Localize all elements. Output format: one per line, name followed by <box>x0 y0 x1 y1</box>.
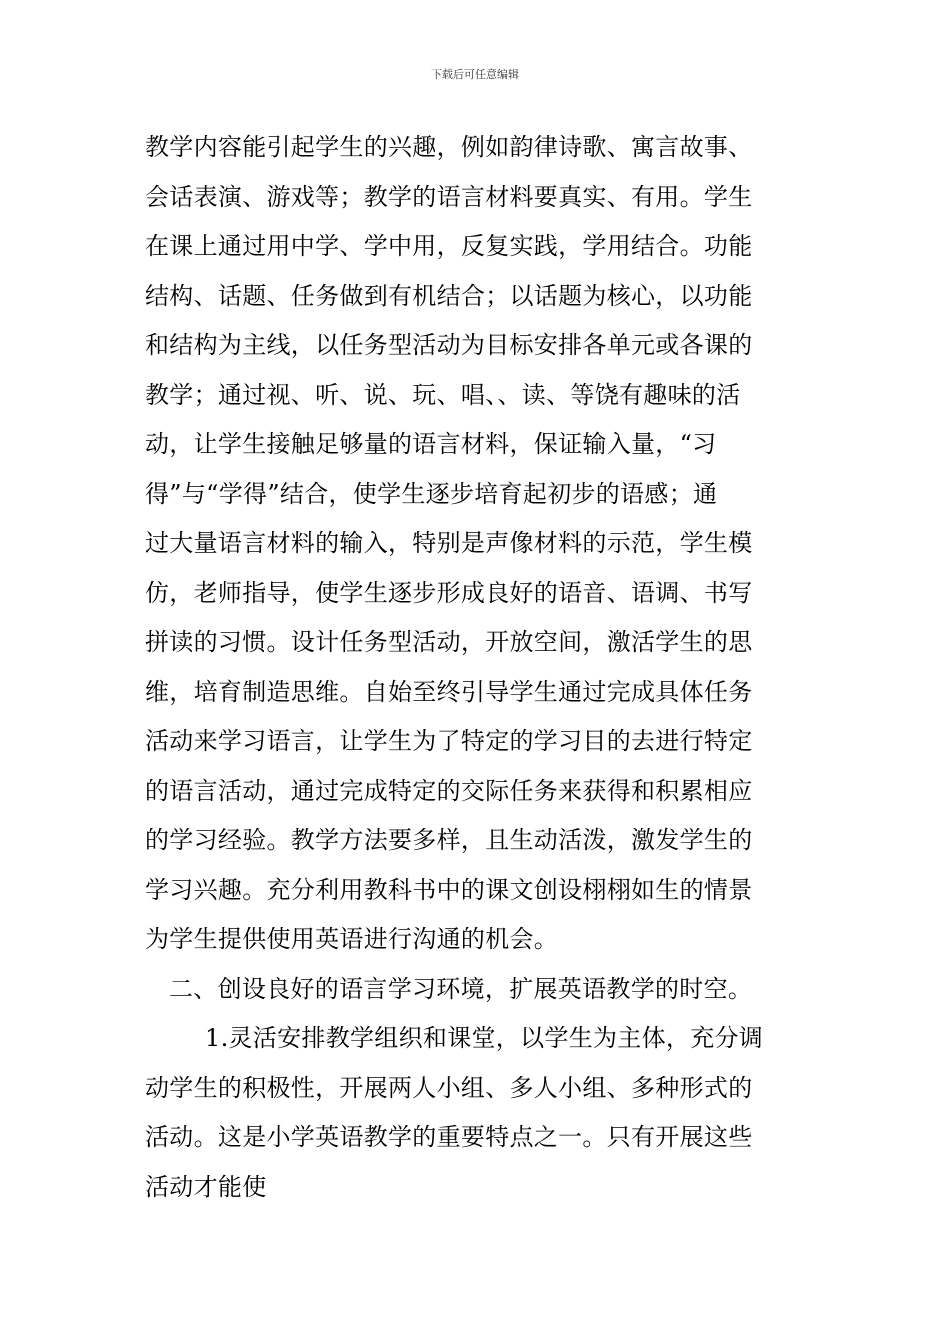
paragraph-line: 活动。这是小学英语教学的重要特点之一。只有开展这些 <box>145 1123 753 1151</box>
paragraph-line: 教学；通过视、听、说、玩、唱、、读、等饶有趣味的活 <box>145 380 741 409</box>
paragraph-line: 过大量语言材料的输入，特别是声像材料的示范，学生模 <box>145 529 753 557</box>
section-heading: 二、创设良好的语言学习环境，扩展英语教学的时空。 <box>169 974 753 1003</box>
paragraph-line: 仿，老师指导，使学生逐步形成良好的语音、语调、书写 <box>145 578 753 607</box>
paragraph-line: 在课上通过用中学、学中用，反复实践，学用结合。功能 <box>145 232 753 260</box>
paragraph-line: 会话表演、游戏等；教学的语言材料要真实、有用。学生 <box>145 182 753 211</box>
body-text <box>145 123 807 1212</box>
list-item-line: 1.灵活安排教学组织和课堂，以学生为主体，充分调 <box>205 1024 764 1052</box>
paragraph-line: 教学内容能引起学生的兴趣，例如韵律诗歌、寓言故事、 <box>145 133 753 161</box>
paragraph-line: 的学习经验。教学方法要多样，且生动活泼，激发学生的 <box>145 826 753 854</box>
paragraph-line: 学习兴趣。充分利用教科书中的课文创设栩栩如生的情景 <box>145 875 753 904</box>
paragraph-line: 活动来学习语言，让学生为了特定的学习目的去进行特定 <box>145 727 753 755</box>
paragraph-line: 活动才能使 <box>145 1172 267 1201</box>
paragraph-line: 维，培育制造思维。自始至终引导学生通过完成具体任务 <box>145 677 753 706</box>
paragraph-line: 结构、话题、任务做到有机结合；以话题为核心，以功能 <box>145 281 753 310</box>
paragraph-line: 动学生的积极性，开展两人小组、多人小组、多种形式的 <box>145 1073 753 1102</box>
paragraph-line: 动，让学生接触足够量的语言材料，保证输入量，“习 <box>145 430 717 458</box>
page-header: 下载后可任意编辑 <box>431 68 519 81</box>
paragraph-line: 为学生提供使用英语进行沟通的机会。 <box>145 925 559 953</box>
paragraph-line: 拼读的习惯。设计任务型活动，开放空间，激活学生的思 <box>145 628 753 656</box>
paragraph-line: 的语言活动，通过完成特定的交际任务来获得和积累相应 <box>145 776 753 805</box>
paragraph-line: 得”与“学得”结合，使学生逐步培育起初步的语感；通 <box>145 479 718 508</box>
paragraph-line: 和结构为主线，以任务型活动为目标安排各单元或各课的 <box>145 331 753 359</box>
